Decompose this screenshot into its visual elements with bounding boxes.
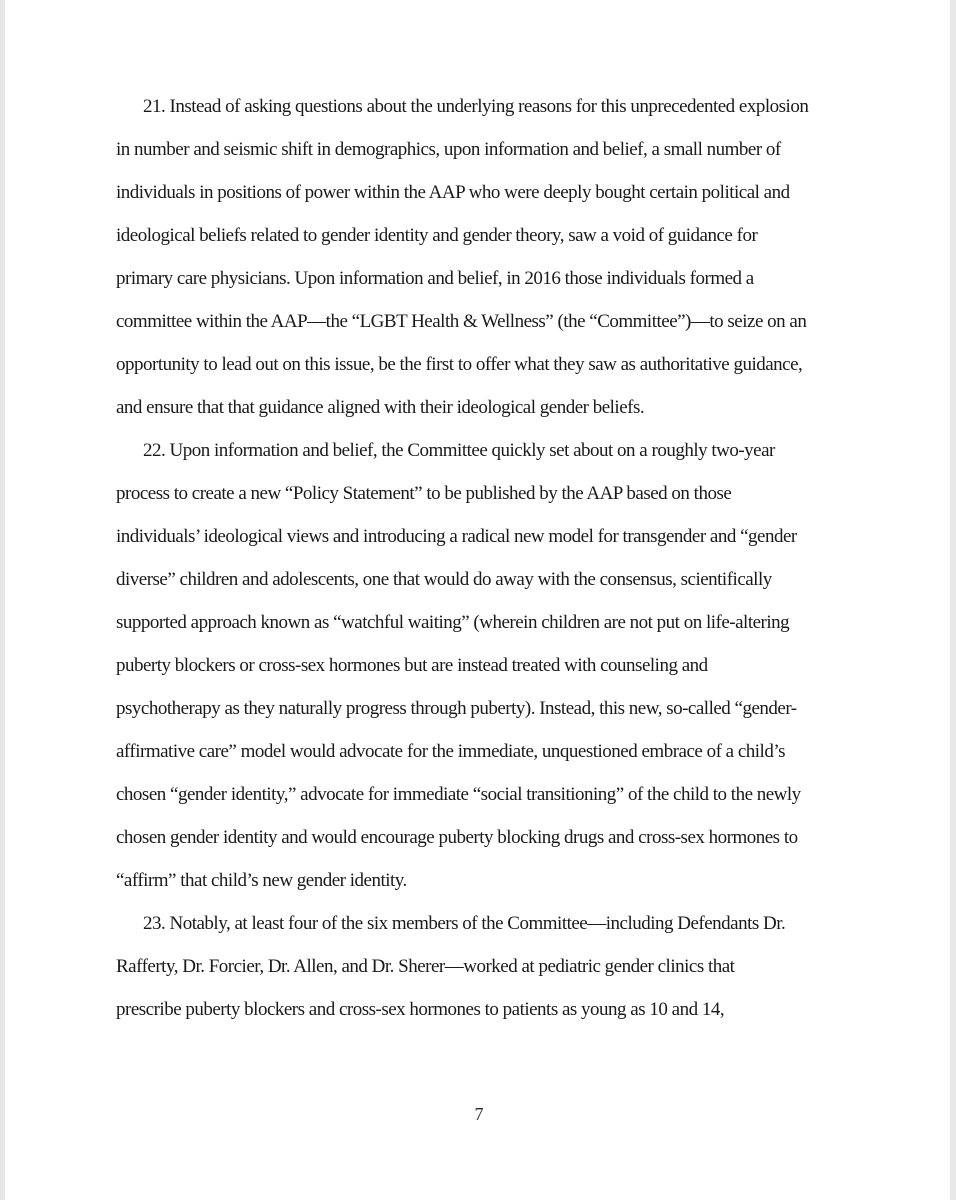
- document-line: 22. Upon information and belief, the Committee quickly set about on a roughly two-year: [143, 440, 775, 461]
- document-line: opportunity to lead out on this issue, be the first to offer what they saw as authoritative guidance,: [116, 354, 803, 375]
- left-edge-strip: [0, 0, 5, 1200]
- page-number: 7: [474, 1104, 484, 1124]
- document-line: 21. Instead of asking questions about the underlying reasons for this unprecedented explosion: [143, 96, 809, 117]
- document-line: committee within the AAP—the “LGBT Health & Wellness” (the “Committee”)—to seize on an: [116, 311, 807, 332]
- document-line: chosen gender identity and would encourage puberty blocking drugs and cross-sex hormones to: [116, 827, 798, 848]
- document-line: puberty blockers or cross-sex hormones but are instead treated with counseling and: [116, 655, 708, 676]
- document-line: process to create a new “Policy Statement” to be published by the AAP based on those: [116, 483, 732, 504]
- right-edge-strip: [950, 0, 956, 1200]
- document-line: and ensure that that guidance aligned with their ideological gender beliefs.: [116, 397, 645, 418]
- document-line: supported approach known as “watchful waiting” (wherein children are not put on life-altering: [116, 612, 790, 633]
- document-body: [116, 85, 842, 1031]
- document-line: prescribe puberty blockers and cross-sex hormones to patients as young as 10 and 14,: [116, 999, 725, 1020]
- document-line: in number and seismic shift in demographics, upon information and belief, a small number of: [116, 139, 781, 160]
- document-line: individuals’ ideological views and introducing a radical new model for transgender and “gender: [116, 526, 797, 547]
- document-line: Rafferty, Dr. Forcier, Dr. Allen, and Dr. Sherer—worked at pediatric gender clinics that: [116, 956, 735, 977]
- document-line: affirmative care” model would advocate for the immediate, unquestioned embrace of a child’s: [116, 741, 786, 762]
- document-line: “affirm” that child’s new gender identity.: [116, 870, 407, 891]
- document-line: chosen “gender identity,” advocate for immediate “social transitioning” of the child to the newly: [116, 784, 801, 805]
- document-line: individuals in positions of power within the AAP who were deeply bought certain political and: [116, 182, 790, 203]
- document-line: psychotherapy as they naturally progress through puberty). Instead, this new, so-called “gender-: [116, 698, 797, 719]
- document-line: diverse” children and adolescents, one that would do away with the consensus, scientifically: [116, 569, 772, 590]
- document-line: ideological beliefs related to gender identity and gender theory, saw a void of guidance for: [116, 225, 758, 246]
- document-line: 23. Notably, at least four of the six members of the Committee—including Defendants Dr.: [143, 913, 786, 934]
- document-line: primary care physicians. Upon information and belief, in 2016 those individuals formed a: [116, 268, 754, 289]
